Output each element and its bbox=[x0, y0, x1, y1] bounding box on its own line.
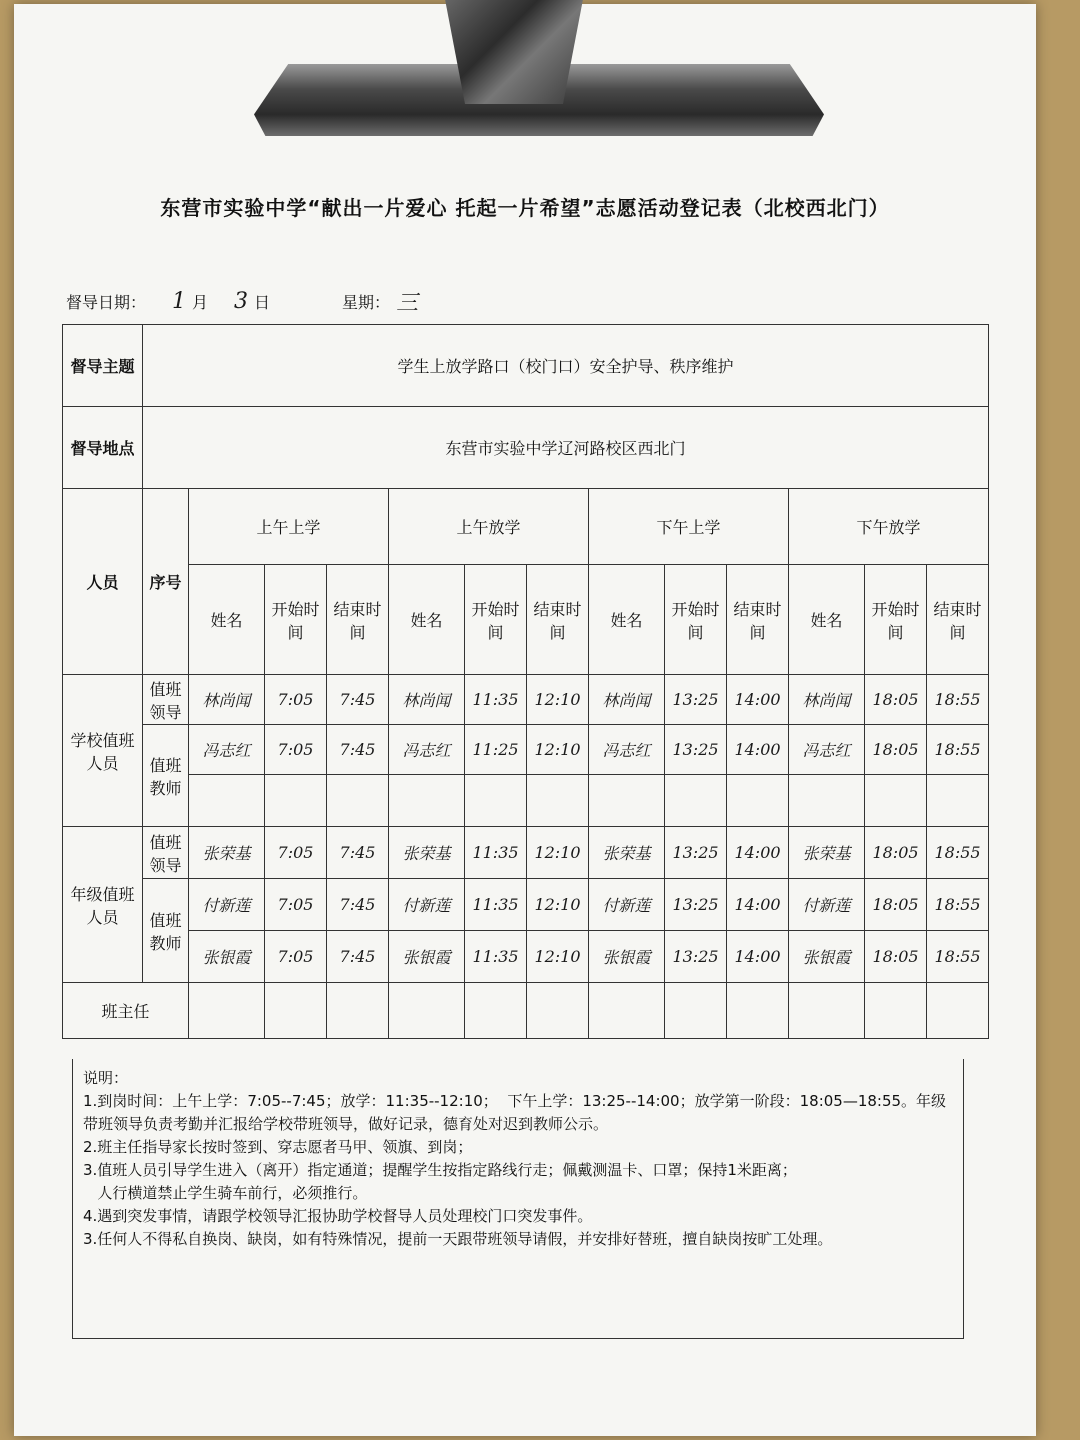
table-cell: 13:25 bbox=[665, 879, 727, 931]
date-month: 1 bbox=[172, 289, 187, 314]
table-cell: 18:55 bbox=[927, 879, 989, 931]
table-cell bbox=[527, 983, 589, 1039]
start-time-header: 开始时间 bbox=[265, 565, 327, 675]
end-time-header: 结束时间 bbox=[927, 565, 989, 675]
table-cell: 13:25 bbox=[665, 725, 727, 775]
homeroom-row bbox=[63, 983, 989, 1039]
role-teacher: 值班教师 bbox=[143, 879, 189, 983]
note-item: 3.值班人员引导学生进入（离开）指定通道；提醒学生按指定路线行走；佩戴测温卡、口罩；保持1米距离； bbox=[83, 1161, 797, 1179]
name-header: 姓名 bbox=[589, 565, 665, 675]
table-cell: 张荣基 bbox=[589, 827, 665, 879]
table-cell: 张银霞 bbox=[189, 931, 265, 983]
table-cell: 12:10 bbox=[527, 879, 589, 931]
homeroom-label: 班主任 bbox=[63, 983, 189, 1039]
table-cell: 7:45 bbox=[327, 879, 389, 931]
start-time-header: 开始时间 bbox=[865, 565, 927, 675]
date-label: 督导日期： bbox=[66, 293, 147, 312]
role-teacher: 值班教师 bbox=[143, 725, 189, 827]
start-time-header: 开始时间 bbox=[665, 565, 727, 675]
table-cell: 7:05 bbox=[265, 725, 327, 775]
school-teacher-row bbox=[63, 725, 989, 775]
form-title: 东营市实验中学“献出一片爱心 托起一片希望”志愿活动登记表（北校西北门） bbox=[160, 196, 890, 220]
registration-table bbox=[62, 324, 989, 1039]
table-cell bbox=[727, 983, 789, 1039]
table-cell: 林尚闻 bbox=[189, 675, 265, 725]
table-cell bbox=[327, 775, 389, 827]
end-time-header: 结束时间 bbox=[727, 565, 789, 675]
name-header: 姓名 bbox=[789, 565, 865, 675]
table-cell bbox=[589, 775, 665, 827]
note-item: 人行横道禁止学生骑车前行，必须推行。 bbox=[83, 1184, 368, 1202]
table-cell: 12:10 bbox=[527, 931, 589, 983]
weekday-label: 星期： bbox=[342, 293, 391, 312]
table-cell bbox=[865, 983, 927, 1039]
table-cell: 13:25 bbox=[665, 827, 727, 879]
registration-form-sheet bbox=[14, 4, 1036, 1436]
grade-teacher-row bbox=[63, 879, 989, 931]
start-time-header: 开始时间 bbox=[465, 565, 527, 675]
table-cell: 12:10 bbox=[527, 675, 589, 725]
period-header-pm-arrive: 下午上学 bbox=[589, 489, 789, 565]
school-teacher-empty-row bbox=[63, 775, 989, 827]
table-cell: 13:25 bbox=[665, 675, 727, 725]
table-cell: 张银霞 bbox=[589, 931, 665, 983]
table-cell: 11:35 bbox=[465, 675, 527, 725]
name-header: 姓名 bbox=[389, 565, 465, 675]
period-header-am-arrive: 上午上学 bbox=[189, 489, 389, 565]
table-cell: 18:05 bbox=[865, 827, 927, 879]
table-cell: 13:25 bbox=[665, 931, 727, 983]
table-cell: 张荣基 bbox=[789, 827, 865, 879]
table-cell bbox=[865, 775, 927, 827]
table-cell: 14:00 bbox=[727, 675, 789, 725]
table-cell: 林尚闻 bbox=[389, 675, 465, 725]
notes-section bbox=[72, 1059, 964, 1339]
table-cell bbox=[389, 775, 465, 827]
table-cell bbox=[465, 983, 527, 1039]
period-header-am-leave: 上午放学 bbox=[389, 489, 589, 565]
table-cell: 14:00 bbox=[727, 879, 789, 931]
location-label: 督导地点 bbox=[63, 407, 143, 489]
table-cell: 14:00 bbox=[727, 827, 789, 879]
table-cell: 7:45 bbox=[327, 931, 389, 983]
table-cell bbox=[265, 775, 327, 827]
end-time-header: 结束时间 bbox=[527, 565, 589, 675]
topic-value: 学生上放学路口（校门口）安全护导、秩序维护 bbox=[143, 325, 989, 407]
table-cell: 付新莲 bbox=[789, 879, 865, 931]
table-cell: 冯志红 bbox=[389, 725, 465, 775]
note-item: 3.任何人不得私自换岗、缺岗，如有特殊情况，提前一天跟带班领导请假，并安排好替班，擅自缺岗按旷工处理。 bbox=[83, 1230, 833, 1248]
table-cell: 18:55 bbox=[927, 931, 989, 983]
table-cell: 18:05 bbox=[865, 675, 927, 725]
school-duty-group-label: 学校值班人员 bbox=[63, 675, 143, 827]
table-cell: 张荣基 bbox=[389, 827, 465, 879]
month-unit: 月 bbox=[192, 293, 209, 312]
note-item: 1.到岗时间：上午上学：7:05--7:45；放学：11:35--12:10； 下午上学：13:25--14:00；放学第一阶段：18:05—18:55。年级带班领导负责考勤并汇报给学校带班领导，做好记录，德育处对迟到教师公示。 bbox=[83, 1092, 947, 1133]
table-cell: 18:05 bbox=[865, 879, 927, 931]
table-cell: 11:35 bbox=[465, 827, 527, 879]
table-cell: 11:35 bbox=[465, 879, 527, 931]
topic-label: 督导主题 bbox=[63, 325, 143, 407]
table-cell: 冯志红 bbox=[589, 725, 665, 775]
table-cell: 18:05 bbox=[865, 931, 927, 983]
note-item: 2.班主任指导家长按时签到、穿志愿者马甲、领旗、到岗； bbox=[83, 1138, 473, 1156]
table-cell: 付新莲 bbox=[589, 879, 665, 931]
grade-duty-group-label: 年级值班人员 bbox=[63, 827, 143, 983]
clipboard-clip-arm bbox=[444, 0, 584, 104]
day-unit: 日 bbox=[254, 293, 271, 312]
table-cell: 付新莲 bbox=[389, 879, 465, 931]
weekday-value: 三 bbox=[396, 291, 419, 316]
date-row bbox=[66, 286, 418, 317]
name-header: 姓名 bbox=[189, 565, 265, 675]
table-cell: 林尚闻 bbox=[789, 675, 865, 725]
seq-header: 序号 bbox=[143, 489, 189, 675]
table-cell bbox=[189, 983, 265, 1039]
table-cell bbox=[789, 983, 865, 1039]
date-day: 3 bbox=[234, 289, 249, 314]
table-cell: 18:55 bbox=[927, 725, 989, 775]
table-cell: 11:25 bbox=[465, 725, 527, 775]
table-cell: 12:10 bbox=[527, 725, 589, 775]
table-cell: 7:45 bbox=[327, 725, 389, 775]
table-cell bbox=[527, 775, 589, 827]
table-cell: 7:05 bbox=[265, 931, 327, 983]
personnel-header: 人员 bbox=[63, 489, 143, 675]
table-cell bbox=[727, 775, 789, 827]
role-leader: 值班领导 bbox=[143, 827, 189, 879]
table-cell: 12:10 bbox=[527, 827, 589, 879]
note-item: 4.遇到突发事情，请跟学校领导汇报协助学校督导人员处理校门口突发事件。 bbox=[83, 1207, 593, 1225]
table-cell: 张荣基 bbox=[189, 827, 265, 879]
table-cell: 18:05 bbox=[865, 725, 927, 775]
table-cell bbox=[389, 983, 465, 1039]
table-cell bbox=[465, 775, 527, 827]
table-cell: 18:55 bbox=[927, 675, 989, 725]
table-cell: 7:05 bbox=[265, 675, 327, 725]
table-cell: 7:05 bbox=[265, 879, 327, 931]
table-cell: 14:00 bbox=[727, 931, 789, 983]
table-cell bbox=[665, 775, 727, 827]
table-cell bbox=[265, 983, 327, 1039]
table-cell bbox=[665, 983, 727, 1039]
grade-leader-row bbox=[63, 827, 989, 879]
grade-teacher-row bbox=[63, 931, 989, 983]
table-cell bbox=[189, 775, 265, 827]
role-leader: 值班领导 bbox=[143, 675, 189, 725]
table-cell: 14:00 bbox=[727, 725, 789, 775]
table-cell bbox=[789, 775, 865, 827]
end-time-header: 结束时间 bbox=[327, 565, 389, 675]
table-cell: 张银霞 bbox=[389, 931, 465, 983]
table-cell bbox=[927, 983, 989, 1039]
table-cell: 冯志红 bbox=[789, 725, 865, 775]
table-cell bbox=[589, 983, 665, 1039]
table-cell: 18:55 bbox=[927, 827, 989, 879]
location-value: 东营市实验中学辽河路校区西北门 bbox=[143, 407, 989, 489]
table-cell: 7:45 bbox=[327, 675, 389, 725]
table-cell: 11:35 bbox=[465, 931, 527, 983]
table-cell: 冯志红 bbox=[189, 725, 265, 775]
table-cell: 付新莲 bbox=[189, 879, 265, 931]
table-cell: 林尚闻 bbox=[589, 675, 665, 725]
table-cell bbox=[927, 775, 989, 827]
table-cell bbox=[327, 983, 389, 1039]
table-cell: 张银霞 bbox=[789, 931, 865, 983]
school-leader-row bbox=[63, 675, 989, 725]
table-cell: 7:05 bbox=[265, 827, 327, 879]
table-cell: 7:45 bbox=[327, 827, 389, 879]
notes-heading: 说明： bbox=[83, 1069, 129, 1087]
period-header-pm-leave: 下午放学 bbox=[789, 489, 989, 565]
